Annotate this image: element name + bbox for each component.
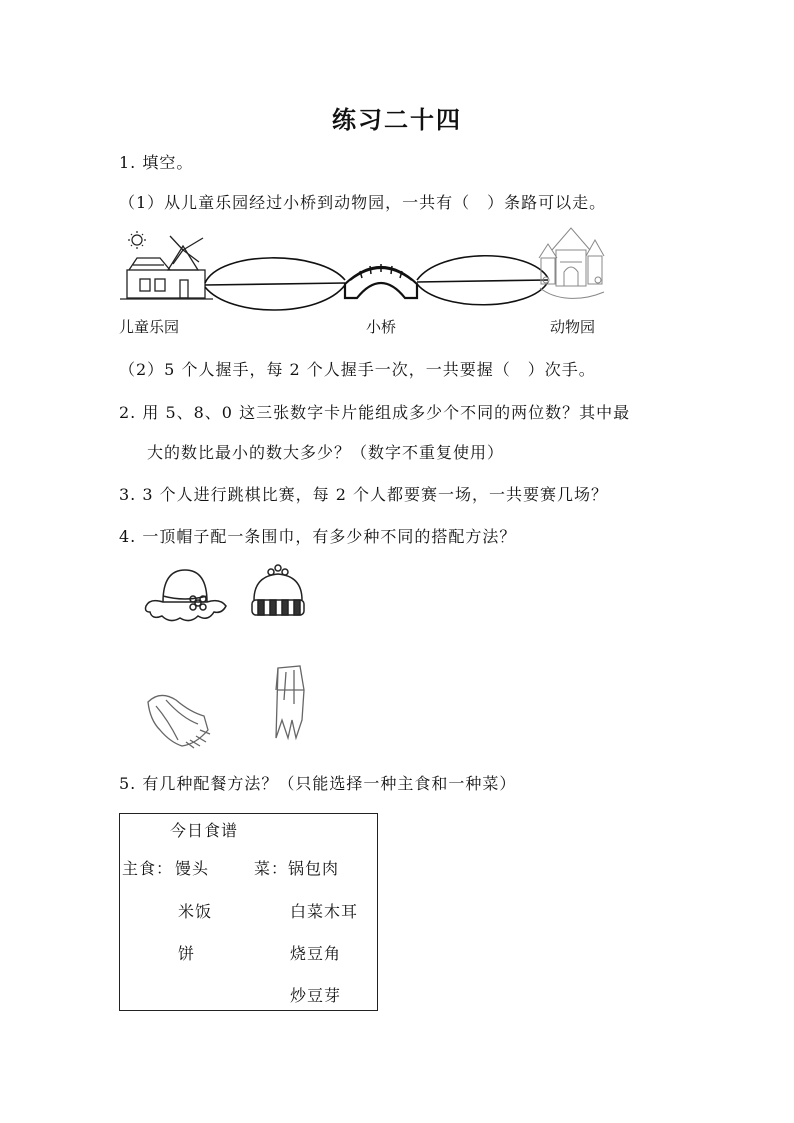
dish-item: 炒豆芽 [290,986,342,1005]
dish-item: 锅包肉 [288,859,340,878]
q1-sub1: （1）从儿童乐园经过小桥到动物园，一共有（ ）条路可以走。 [119,193,607,212]
dish-item: 白菜木耳 [290,902,359,921]
q4-text: 4. 一顶帽子配一条围巾，有多少种不同的搭配方法？ [119,527,517,546]
staple-label: 主食： [122,859,174,878]
label-zoo: 动物园 [550,318,596,336]
dish-item: 烧豆角 [290,944,342,963]
page-title: 练习二十四 [332,106,462,134]
scarf-icon [148,695,210,748]
label-children-park: 儿童乐园 [119,318,180,336]
knit-hat-icon [252,565,304,615]
sun-hat-icon [146,570,227,621]
q2-line2: 大的数比最小的数大多少？（数字不重复使用） [147,443,505,462]
menu-box [119,813,378,1011]
label-bridge: 小桥 [366,318,397,336]
staple-item: 饼 [178,944,196,963]
q1-heading: 1. 填空。 [119,153,194,172]
q5-text: 5. 有几种配餐方法？（只能选择一种主食和一种菜） [119,774,517,793]
menu-title: 今日食谱 [170,821,239,840]
q1-sub2: （2）5 个人握手，每 2 个人握手一次，一共要握（ ）次手。 [119,360,596,379]
dish-label: 菜： [254,859,289,878]
q3-text: 3. 3 个人进行跳棋比赛，每 2 个人都要赛一场，一共要赛几场？ [119,485,608,504]
staple-item: 馒头 [175,859,210,878]
q2-line1: 2. 用 5、8、0 这三张数字卡片能组成多少个不同的两位数？其中最 [119,403,631,422]
shawl-icon [276,666,304,738]
staple-item: 米饭 [178,902,213,921]
